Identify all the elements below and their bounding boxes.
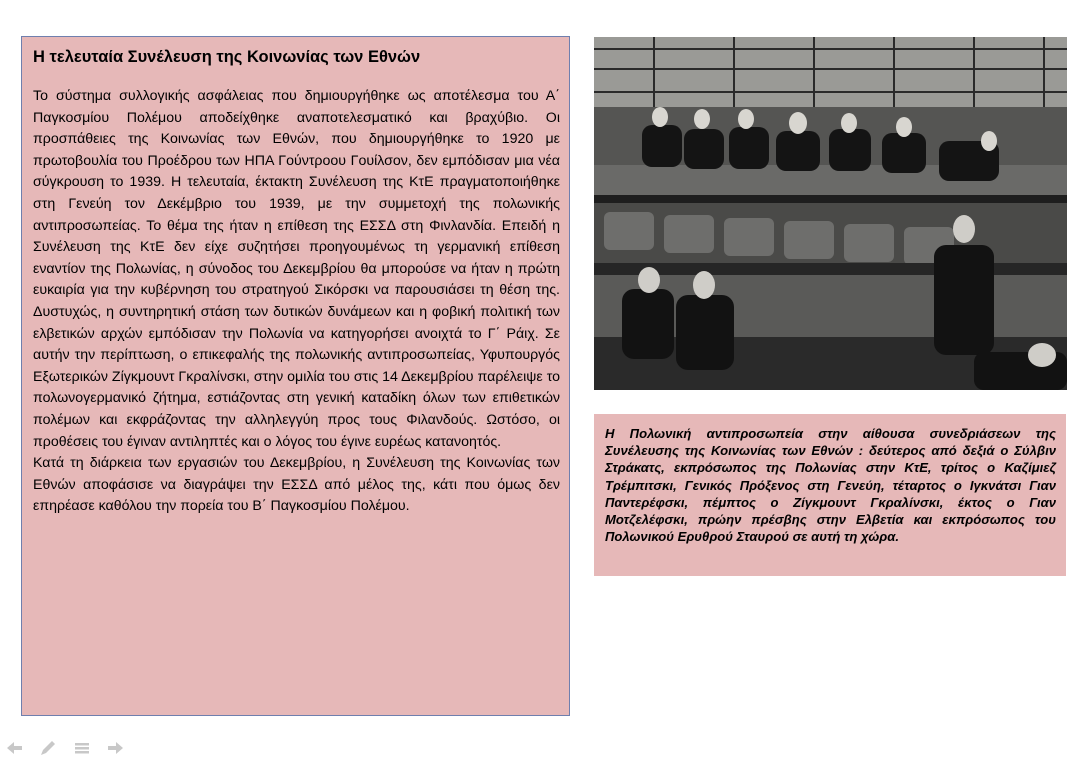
forward-arrow-icon[interactable] xyxy=(105,738,125,758)
historical-photo xyxy=(594,37,1067,390)
body-paragraph: Κατά τη διάρκεια των εργασιών του Δεκεμβρίου, η Συνέλευση της Κοινωνίας των Εθνών αποφάσισε να διαγράψει την ΕΣΣΔ από μέλος της, κάτι που όμως δεν επηρέασε καθόλου την πορεία του Β΄ Παγκοσμίου Πολέμου. xyxy=(33,455,560,515)
back-arrow-icon[interactable] xyxy=(5,738,25,758)
menu-icon[interactable] xyxy=(72,738,92,758)
photo-caption-box xyxy=(594,414,1066,576)
photo-caption: Η Πολωνική αντιπροσωπεία στην αίθουσα συνεδριάσεων της Συνέλευσης της Κοινωνίας των Εθνών : δεύτερος από δεξιά ο Σύλβιν Στράκατς, εκπρόσωπος της Πολωνίας στην ΚτΕ, τρίτος ο Καζίμιεζ Τρέμπιτσκι, Γενικός Πρόξενος στη Γενεύη, τέταρτος ο Ιγκνάτσι Γιαν Παντερέφσκι, πέμπτος ο Ζίγκμουντ Γκραλίνσκι, έκτος ο Γιαν Μοτζελέφσκι, πρώην πρέσβης στην Ελβετία και εκπρόσωπος του Πολωνικού Ερυθρού Σταυρού σε αυτή τη χώρα. xyxy=(605,426,1056,545)
body-paragraph: Το σύστημα συλλογικής ασφάλειας που δημιουργήθηκε ως αποτέλεσμα του Α΄ Παγκοσμίου Πολέμου αποδείχθηκε αναποτελεσματικό και βραχύβιο. Οι προσπάθειες της Κοινωνίας των Εθνών, που δημιουργήθηκε το 1920 με πρωτοβουλία του Προέδρου των ΗΠΑ Γούντροου Γουίλσον, δεν εμπόδισαν μια νέα σύγκρουση το 1939. Η τελευταία, έκτακτη Συνέλευση της ΚτΕ πραγματοποιήθηκε στη Γενεύη τον Δεκέμβριο του 1939, με την συμμετοχή της πολωνικής αντιπροσωπείας. Το θέμα της ήταν η επίθεση της ΕΣΣΔ στη Φινλανδία. Επειδή η Συνέλευση της ΚτΕ δεν είχε συζητήσει προηγουμένως τη γερμανική επίθεση εναντίον της Πολωνίας, η σύνοδος του Δεκεμβρίου θα μπορούσε να ήταν η πρώτη ευκαιρία για την κυβέρνηση του στρατηγού Σικόρσκι να παρουσιάσει τη θέση της. Δυστυχώς, η συντηρητική στάση των δυτικών δυνάμεων και η φοβική πολιτική των ελβετικών αρχών εμπόδισαν την Πολωνία να κατηγορήσει ανοιχτά το Γ΄ Ράιχ. Σε αυτήν την περίπτωση, ο επικεφαλής της πολωνικής αντιπροσωπείας, Υφυπουργός Εξωτερικών Ζίγκμουντ Γκραλίνσκι, στην ομιλία του στις 14 Δεκεμβρίου παρέλειψε το πολωνογερμανικό ζήτημα, εστιάζοντας στη γενική καταδίκη όλων των επιθετικών πολέμων και εκφράζοντας την αλληλεγγύη προς τους Φιλανδούς. Ωστόσο, οι προθέσεις του έγιναν αντιληπτές και ο λόγος του έγινε ευρέως κατανοητός. xyxy=(33,88,560,450)
text-panel xyxy=(21,36,570,716)
pen-icon[interactable] xyxy=(38,738,58,758)
panel-title: Η τελευταία Συνέλευση της Κοινωνίας των Εθνών xyxy=(33,48,421,66)
body-text xyxy=(33,86,560,518)
